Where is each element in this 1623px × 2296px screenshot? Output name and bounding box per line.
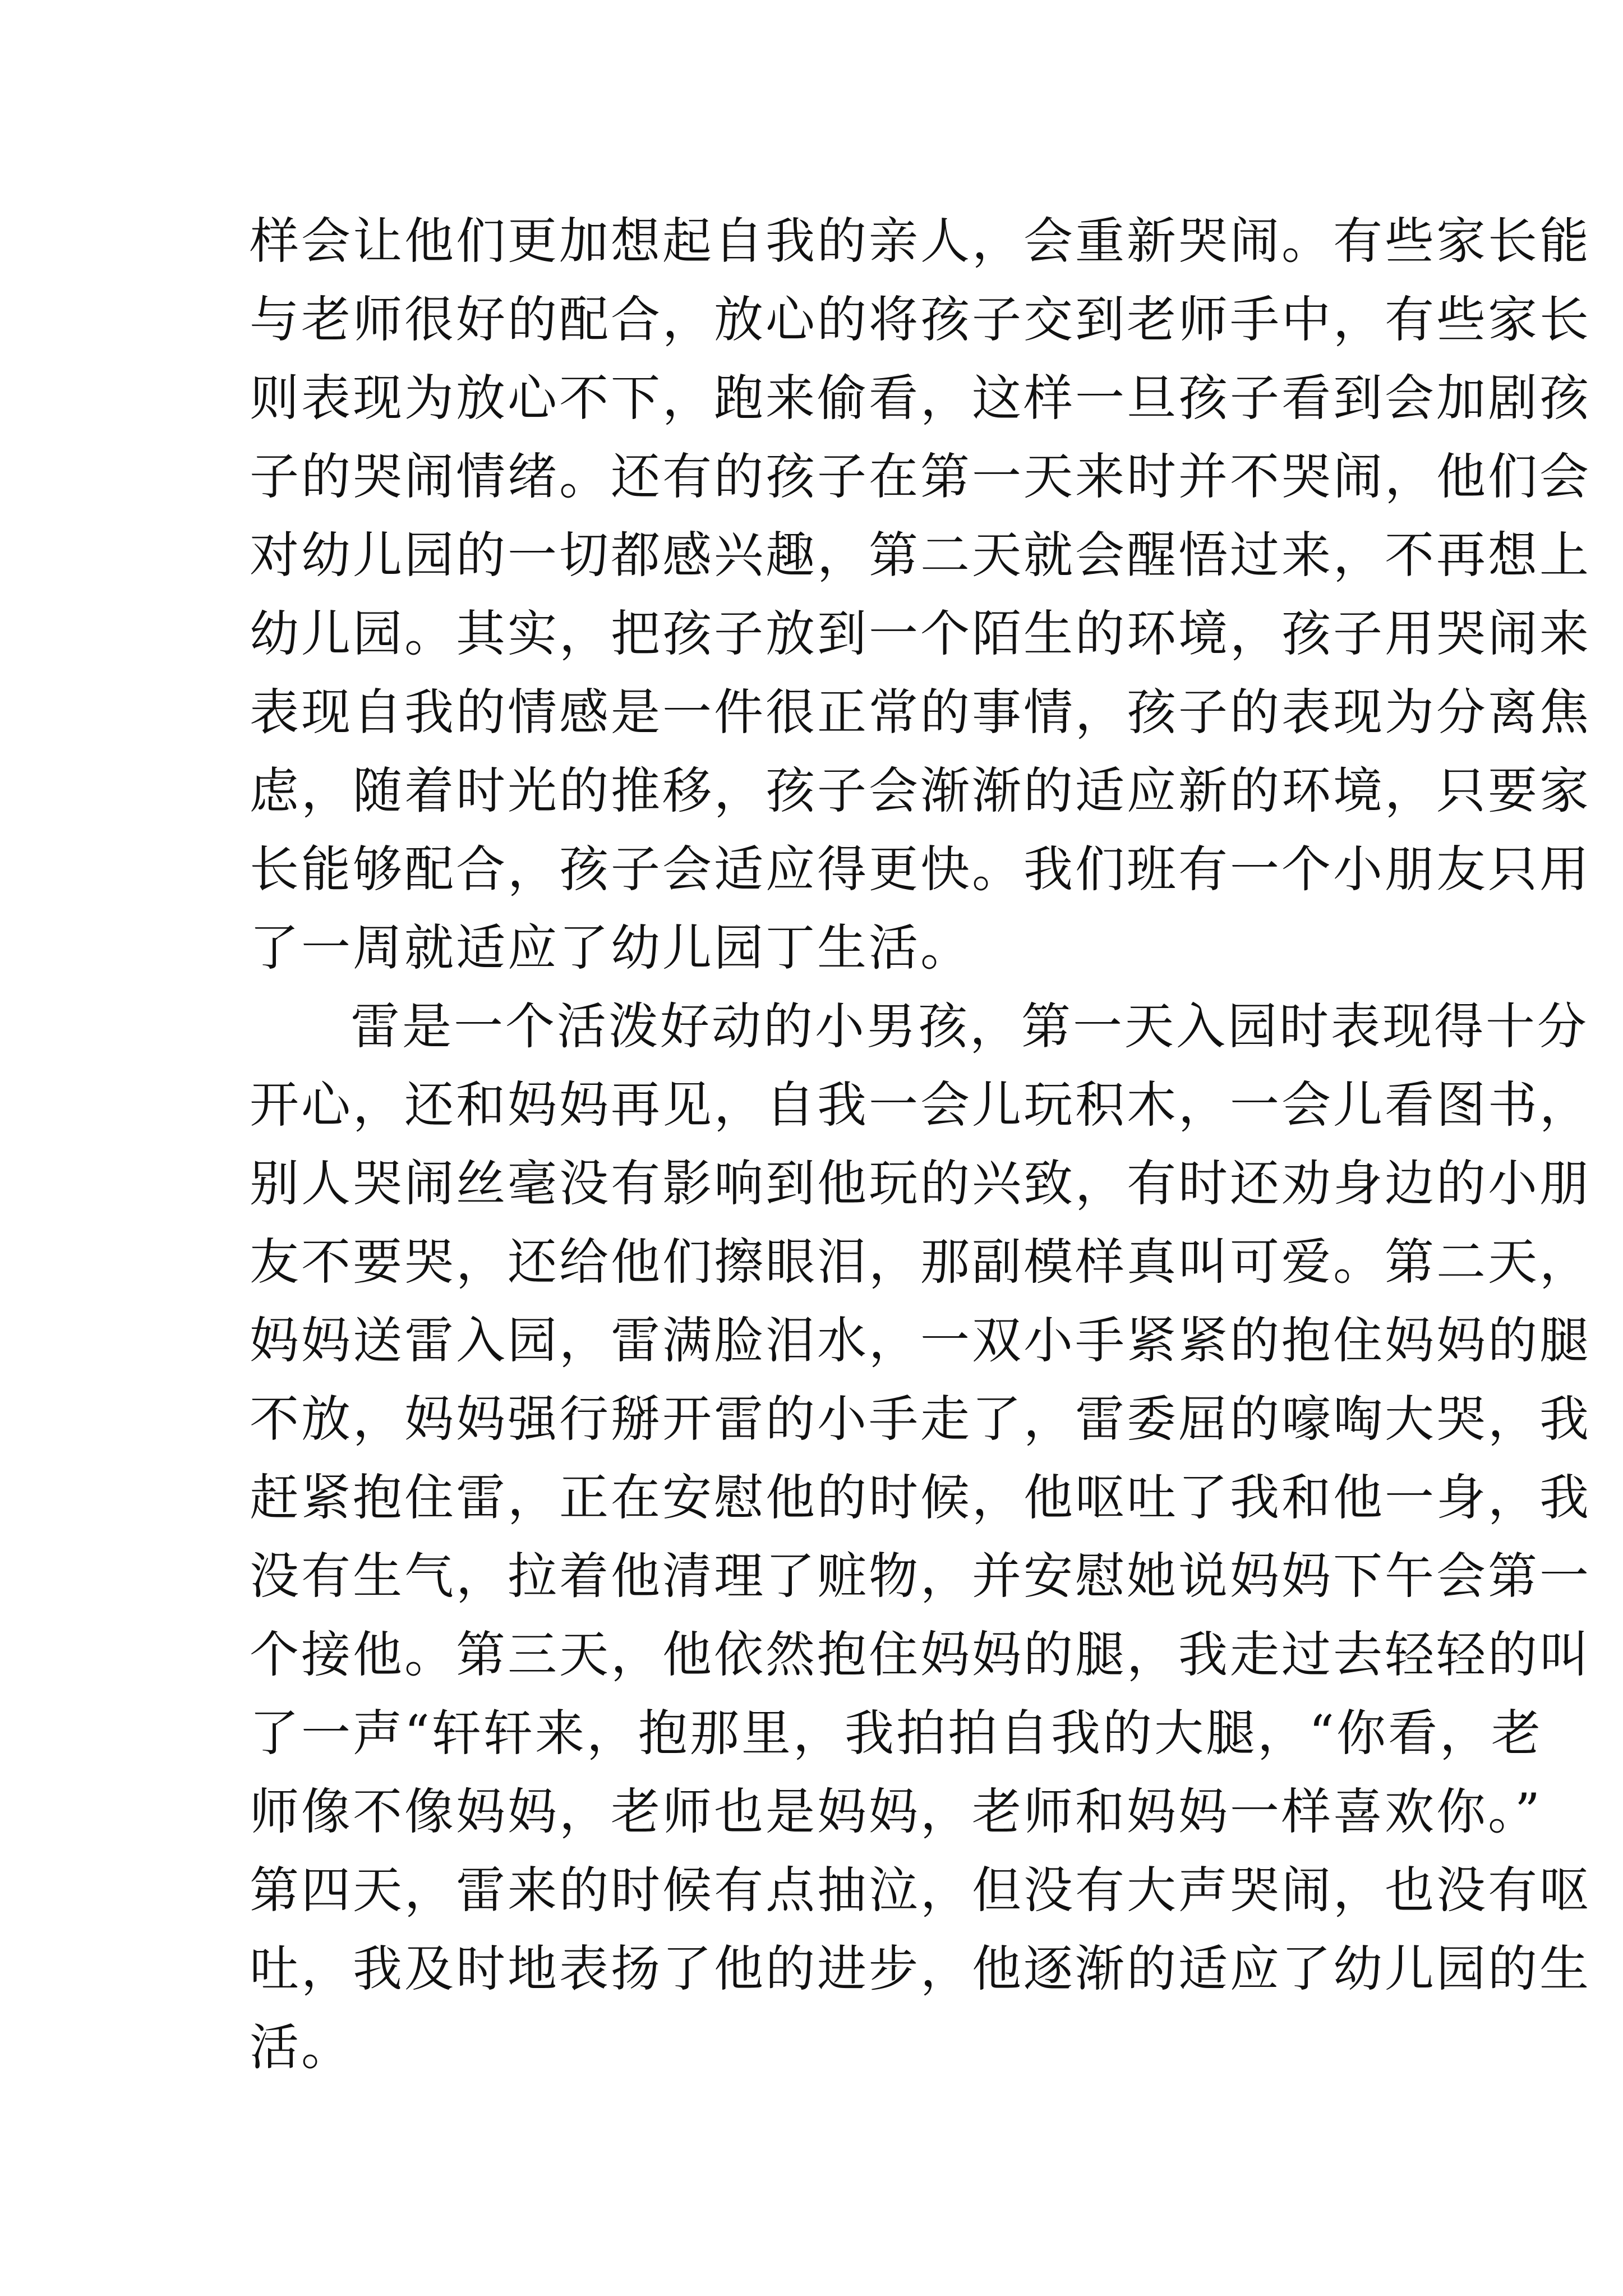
text-line: 妈妈送雷入园，雷满脸泪水，一双小手紧紧的抱住妈妈的腿: [250, 1312, 1592, 1369]
text-line: 表现自我的情感是一件很正常的事情，孩子的表现为分离焦: [250, 683, 1592, 741]
text-line: 长能够配合，孩子会适应得更快。我们班有一个小朋友只用: [250, 840, 1592, 898]
text-line: 虑，随着时光的推移，孩子会渐渐的适应新的环境，只要家: [250, 762, 1592, 820]
text-line: 了一声“轩轩来，抱那里，我拍拍自我的大腿，“你看，老: [250, 1704, 1543, 1762]
text-line: 样会让他们更加想起自我的亲人，会重新哭闹。有些家长能: [250, 212, 1592, 270]
text-line: 活。: [250, 2018, 353, 2076]
text-line: 雷是一个活泼好动的小男孩，第一天入园时表现得十分: [351, 997, 1589, 1055]
text-line: 了一周就适应了幼儿园丁生活。: [250, 919, 972, 977]
document-body: [250, 202, 1592, 2087]
text-line: 友不要哭，还给他们擦眼泪，那副模样真叫可爱。第二天，: [250, 1233, 1592, 1291]
text-line: 赶紧抱住雷，正在安慰他的时候，他呕吐了我和他一身，我: [250, 1469, 1592, 1526]
text-line: 幼儿园。其实，把孩子放到一个陌生的环境，孩子用哭闹来: [250, 605, 1592, 662]
text-line: 不放，妈妈强行掰开雷的小手走了，雷委屈的嚎啕大哭，我: [250, 1390, 1592, 1448]
text-line: 第四天，雷来的时候有点抽泣，但没有大声哭闹，也没有呕: [250, 1861, 1592, 1919]
text-line: 与老师很好的配合，放心的将孩子交到老师手中，有些家长: [250, 291, 1592, 348]
text-line: 个接他。第三天，他依然抱住妈妈的腿，我走过去轻轻的叫: [250, 1626, 1592, 1683]
text-line: 没有生气，拉着他清理了赃物，并安慰她说妈妈下午会第一: [250, 1547, 1592, 1605]
text-line: 子的哭闹情绪。还有的孩子在第一天来时并不哭闹，他们会: [250, 448, 1592, 505]
text-line: 则表现为放心不下，跑来偷看，这样一旦孩子看到会加剧孩: [250, 369, 1592, 427]
paragraph-2: [250, 987, 1592, 2087]
paragraph-1: [250, 202, 1592, 987]
text-line: 对幼儿园的一切都感兴趣，第二天就会醒悟过来，不再想上: [250, 526, 1592, 584]
text-line: 开心，还和妈妈再见，自我一会儿玩积木，一会儿看图书，: [250, 1076, 1592, 1134]
text-line: 师像不像妈妈，老师也是妈妈，老师和妈妈一样喜欢你。”: [250, 1783, 1542, 1841]
text-line: 别人哭闹丝毫没有影响到他玩的兴致，有时还劝身边的小朋: [250, 1154, 1592, 1212]
text-line: 吐，我及时地表扬了他的进步，他逐渐的适应了幼儿园的生: [250, 1940, 1592, 1998]
